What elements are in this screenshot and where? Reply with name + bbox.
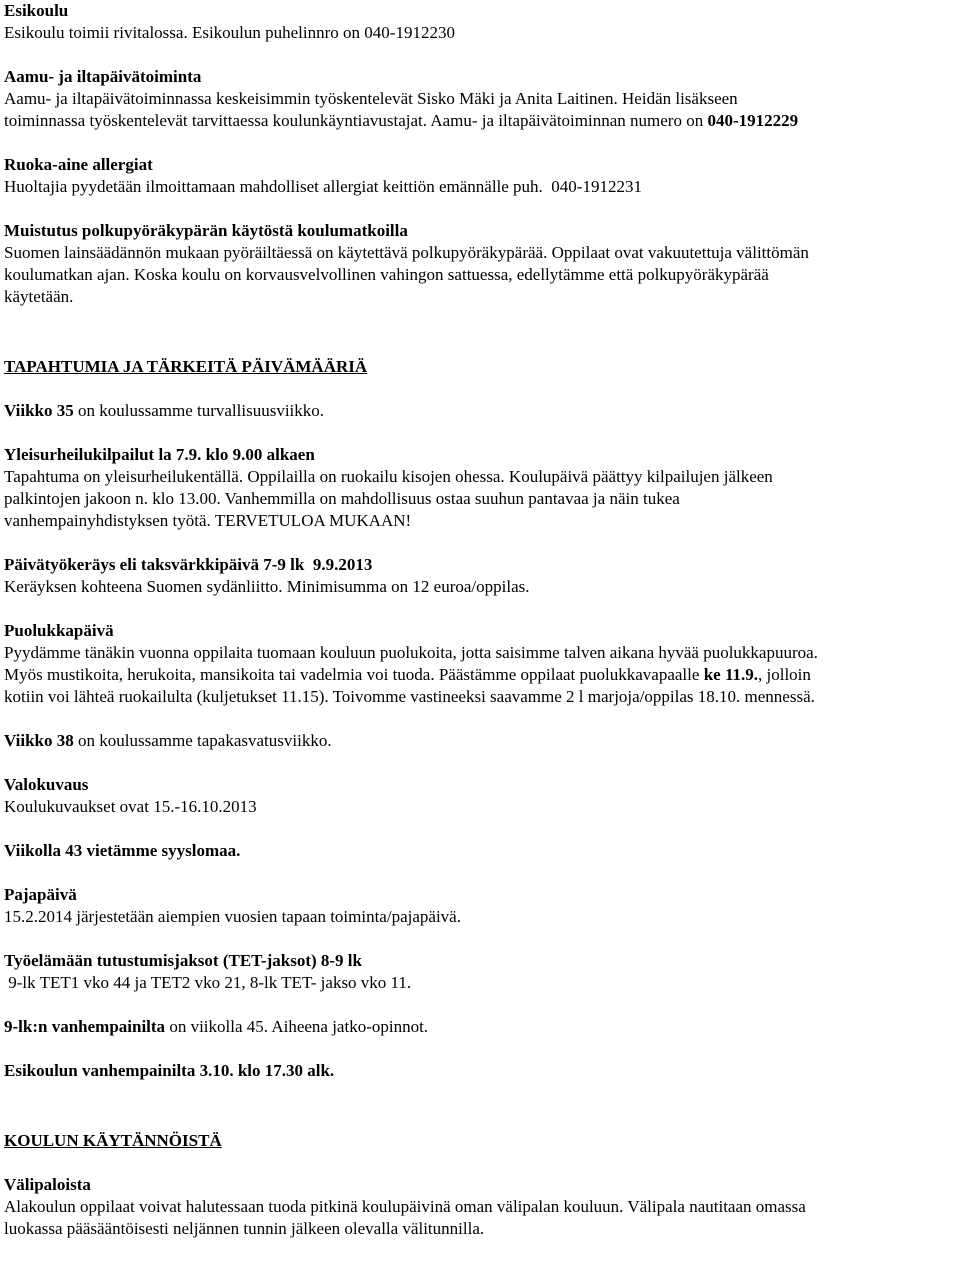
esikoulu-phone: 040-1912230 bbox=[364, 23, 455, 42]
ruoka-block bbox=[4, 154, 957, 198]
puolukka-line-2: Myös mustikoita, herukoita, mansikoita tai vadelmia voi tuoda. Päästämme oppilaat puolukkavapaalle ke 11.9., jolloin bbox=[4, 665, 811, 684]
vanhempainilta9-text: 9-lk:n vanhempainilta on viikolla 45. Aiheena jatko-opinnot. bbox=[4, 1017, 429, 1036]
valokuvaus-text: Koulukuvaukset ovat 15.-16.10.2013 bbox=[4, 797, 257, 816]
yleisurheilu-block bbox=[4, 444, 957, 532]
valokuvaus-heading: Valokuvaus bbox=[4, 775, 89, 794]
viikko38-block bbox=[4, 730, 957, 752]
syysloma-block bbox=[4, 840, 957, 862]
taksvarkki-block bbox=[4, 554, 957, 598]
yleisurheilu-line-2: palkintojen jakoon n. klo 13.00. Vanhemmilla on mahdollisuus ostaa suuhun pantavaa ja näin tukea bbox=[4, 489, 680, 508]
pajapaiva-text: 15.2.2014 järjestetään aiempien vuosien tapaan toiminta/pajapäivä. bbox=[4, 907, 461, 926]
valipaloista-heading: Välipaloista bbox=[4, 1175, 91, 1194]
kaytannot-title-block bbox=[4, 1130, 957, 1152]
pyora-heading: Muistutus polkupyöräkypärän käytöstä koulumatkoilla bbox=[4, 221, 408, 240]
esikoulu-text: Esikoulu toimii rivitalossa. Esikoulun puhelinnro on 040-1912230 bbox=[4, 23, 455, 42]
tet-heading: Työelämään tutustumisjaksot (TET-jaksot) 8-9 lk bbox=[4, 951, 362, 970]
taksvarkki-heading: Päivätyökeräys eli taksvärkkipäivä 7-9 lk 9.9.2013 bbox=[4, 555, 373, 574]
valipaloista-line-1: Alakoulun oppilaat voivat halutessaan tuoda pitkinä koulupäivinä oman välipalan kouluun. Välipala nautitaan omassa bbox=[4, 1197, 806, 1216]
puolukka-date: ke 11.9. bbox=[703, 665, 758, 684]
section-title-tapahtumat: TAPAHTUMIA JA TÄRKEITÄ PÄIVÄMÄÄRIÄ bbox=[4, 357, 368, 376]
ruoka-text: Huoltajia pyydetään ilmoittamaan mahdolliset allergiat keittiön emännälle puh. 040-1912231 bbox=[4, 177, 642, 196]
pyora-block bbox=[4, 220, 957, 308]
yleisurheilu-heading: Yleisurheilukilpailut la 7.9. klo 9.00 alkaen bbox=[4, 445, 315, 464]
taksvarkki-text: Keräyksen kohteena Suomen sydänliitto. Minimisumma on 12 euroa/oppilas. bbox=[4, 577, 530, 596]
viikko35-block bbox=[4, 400, 957, 422]
puolukka-line-1: Pyydämme tänäkin vuonna oppilaita tuomaan kouluun puolukoita, jotta saisimme talven aikana hyvää puolukkapuuroa. bbox=[4, 643, 818, 662]
esikoulu-heading: Esikoulu bbox=[4, 1, 69, 20]
viikko35-text: Viikko 35 on koulussamme turvallisuusviikko. bbox=[4, 401, 325, 420]
pyora-line-3: käytetään. bbox=[4, 287, 74, 306]
puolukka-block bbox=[4, 620, 957, 708]
aamu-block bbox=[4, 66, 957, 132]
ruoka-heading: Ruoka-aine allergiat bbox=[4, 155, 153, 174]
pyora-line-1: Suomen lainsäädännön mukaan pyöräiltäessä on käytettävä polkupyöräkypärää. Oppilaat ovat vakuutettuja välittömän bbox=[4, 243, 809, 262]
valipaloista-block bbox=[4, 1174, 957, 1240]
yleisurheilu-line-3: vanhempainyhdistyksen työtä. TERVETULOA MUKAAN! bbox=[4, 511, 412, 530]
aamu-heading: Aamu- ja iltapäivätoiminta bbox=[4, 67, 202, 86]
tet-block bbox=[4, 950, 957, 994]
section-title-kaytannot: KOULUN KÄYTÄNNÖISTÄ bbox=[4, 1131, 222, 1150]
tapahtumat-title-block bbox=[4, 356, 957, 378]
valokuvaus-block bbox=[4, 774, 957, 818]
pyora-line-2: koulumatkan ajan. Koska koulu on korvausvelvollinen vahingon sattuessa, edellytämme että polkupyöräkypärää bbox=[4, 265, 769, 284]
viikko38-text: Viikko 38 on koulussamme tapakasvatusviikko. bbox=[4, 731, 332, 750]
aamu-line-2: toiminnassa työskentelevät tarvittaessa koulunkäyntiavustajat. Aamu- ja iltapäivätoiminnan numero on 040-1912229 bbox=[4, 111, 799, 130]
syysloma-text: Viikolla 43 vietämme syyslomaa. bbox=[4, 841, 241, 860]
puolukka-line-3: kotiin voi lähteä ruokailulta (kuljetukset 11.15). Toivomme vastineeksi saavamme 2 l marjoja/oppilas 18.10. mennessä. bbox=[4, 687, 815, 706]
valipaloista-line-2: luokassa pääsääntöisesti neljännen tunnin jälkeen olevalla välitunnilla. bbox=[4, 1219, 485, 1238]
aamu-phone: 040-1912229 bbox=[707, 111, 799, 130]
aamu-line-1: Aamu- ja iltapäivätoiminnassa keskeisimmin työskentelevät Sisko Mäki ja Anita Laitinen. Heidän lisäkseen bbox=[4, 89, 738, 108]
esikoulu-vanhempainilta-block bbox=[4, 1060, 957, 1082]
vanhempainilta9-block bbox=[4, 1016, 957, 1038]
puolukka-heading: Puolukkapäivä bbox=[4, 621, 114, 640]
esikoulu-vanhempainilta-text: Esikoulun vanhempainilta 3.10. klo 17.30 alk. bbox=[4, 1061, 335, 1080]
pajapaiva-block bbox=[4, 884, 957, 928]
tet-text: 9-lk TET1 vko 44 ja TET2 vko 21, 8-lk TET- jakso vko 11. bbox=[4, 973, 412, 992]
pajapaiva-heading: Pajapäivä bbox=[4, 885, 77, 904]
esikoulu-block bbox=[4, 0, 957, 44]
yleisurheilu-line-1: Tapahtuma on yleisurheilukentällä. Oppilailla on ruokailu kisojen ohessa. Koulupäivä päättyy kilpailujen jälkeen bbox=[4, 467, 773, 486]
